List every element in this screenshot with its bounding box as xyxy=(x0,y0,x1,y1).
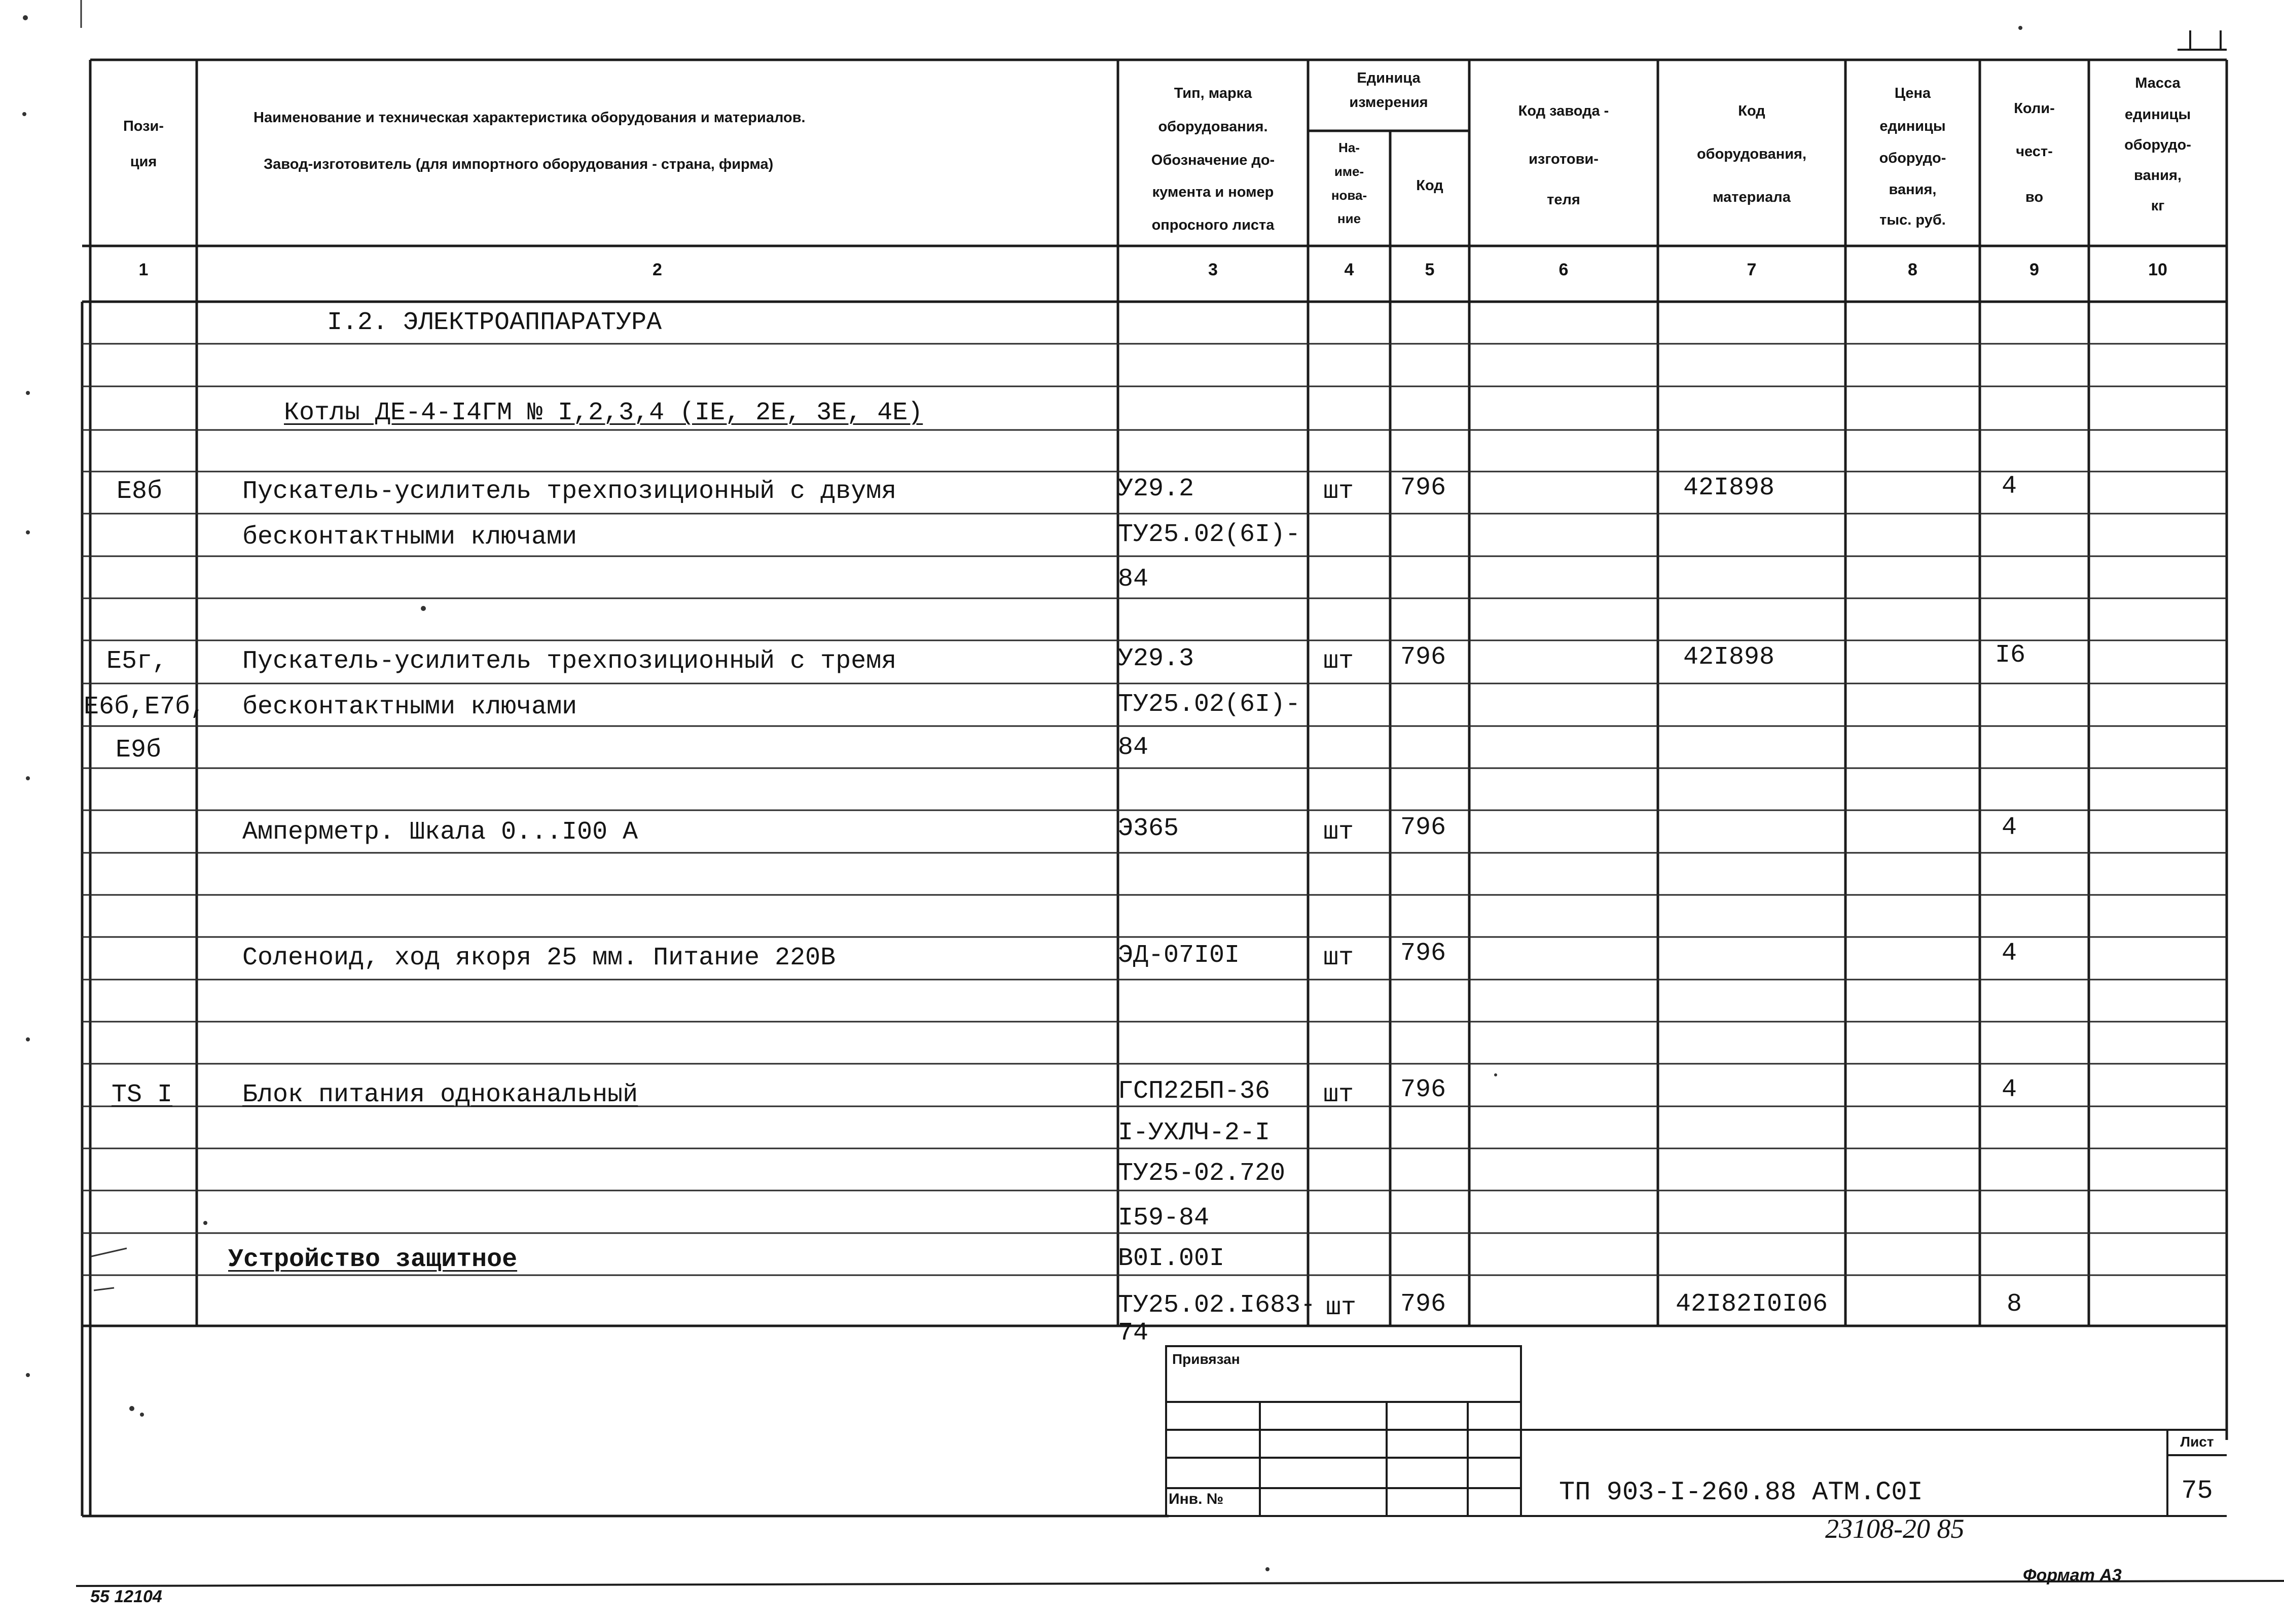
section-subtitle: Котлы ДЕ-4-I4ГМ № I,2,3,4 (IE, 2E, 3E, 4E) xyxy=(284,399,923,427)
section-title: I.2. ЭЛЕКТРОАППАРАТУРА xyxy=(327,308,662,337)
sheet-number: 75 xyxy=(2181,1476,2213,1506)
header-unit-code: Код xyxy=(1416,177,1443,194)
sheet-label: Лист xyxy=(2180,1434,2214,1450)
document-code: ТП 903-I-260.88 АТМ.С0I xyxy=(1559,1477,1923,1507)
archive-number: 23108-20 85 xyxy=(1825,1513,1965,1544)
stamp-inventory: Инв. № xyxy=(1169,1491,1224,1507)
format-label: Формат А3 xyxy=(2023,1566,2122,1585)
stamp-privyazan: Привязан xyxy=(1172,1351,1240,1367)
footer-code: 55 12104 xyxy=(90,1587,162,1606)
